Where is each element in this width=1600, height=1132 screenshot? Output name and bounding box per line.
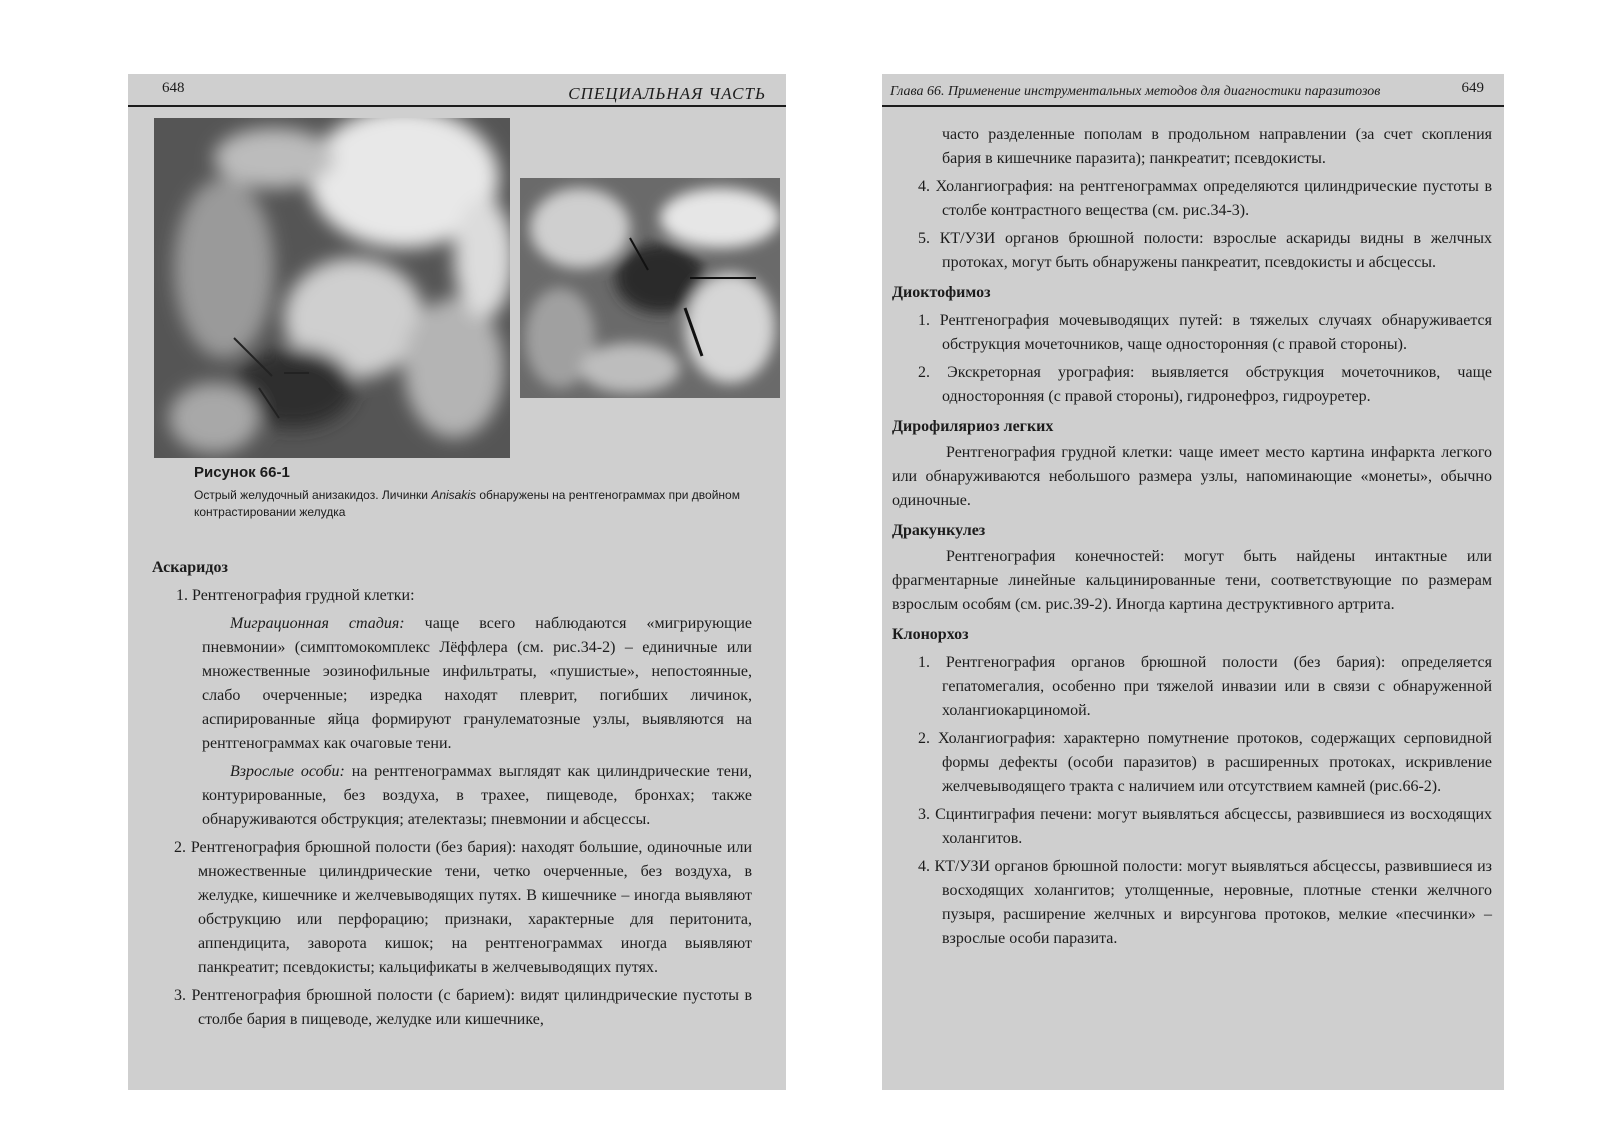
italic-label: Взрослые особи: [230,763,345,780]
list-item: 1. Рентгенография грудной клетки: [176,587,415,604]
figure-label: Рисунок 66-1 [194,464,290,481]
list-item: 1. Рентгенография мочевыводящих путей: в тяжелых случаях обнаруживается обструкция мочеточников, чаще односторонняя (с правой стороны). [918,312,1492,353]
heading-dracunculiasis: Дракункулез [892,522,986,539]
right-page-number: 649 [1461,80,1484,96]
list-item: 1. Рентгенография органов брюшной полости (без бария): определяется гепатомегалия, особенно при тяжелой инвазии или в связи с обнаруженной холангиокарциномой. [918,654,1492,719]
paragraph-migration [152,612,752,756]
right-body-text [892,119,1492,955]
left-page-number: 648 [162,80,185,96]
list-item: 2. Экскреторная урография: выявляется обструкция мочеточников, чаще односторонняя (с правой стороны), гидронефроз, гидроуретер. [918,364,1492,405]
list-item: 2. Холангиография: характерно помутнение протоков, содержащих серповидной формы дефекты (особи паразитов) в расширенных протоках, искривление желчевыводящего тракта с наличием или отсутствием камней (рис.66-2). [918,730,1492,795]
list-item: 3. Рентгенография брюшной полости (с барием): видят цилиндрические пустоты в столбе бария в пищеводе, желудке или кишечнике, [174,987,752,1028]
heading-dioctophymosis: Диоктофимоз [892,284,991,301]
right-running-title: Глава 66. Применение инструментальных методов для диагностики паразитозов [890,84,1381,99]
right-header-rule [882,105,1504,107]
paragraph-adults [152,760,752,832]
left-body-text [152,550,752,1036]
xray-image-detail [520,178,780,398]
paragraph-text: на рентгенограммах выглядят как цилиндрические тени, контурированные, без воздуха, в трахее, пищеводе, бронхах; также обнаруживаются обструкция; ателектазы; пневмонии и абсцессы. [202,763,753,828]
caption-italic: Anisakis [431,488,477,502]
left-running-head [128,74,786,104]
heading-ascaridosis: Аскаридоз [152,559,228,576]
paragraph-text: чаще всего наблюдаются «мигрирующие пневмонии» (симптомокомплекс Лёффлера (см. рис.34-2) – единичные или множественные эозинофильные инфильтраты, «пушистые», непостоянные, слабо очерченные; изредка находят плеврит, погибших личинок, аспирированные яйца формируют гранулематозные узлы, выявляются на рентгенограммах как очаговые тени. [202,615,753,752]
caption-part: Острый желудочный анизакидоз. Личинки [194,488,432,502]
heading-clonorchiasis: Клонорхоз [892,626,969,643]
continuation-text: часто разделенные пополам в продольном направлении (за счет скопления бария в кишечнике паразита); панкреатит; псевдокисты. [942,126,1492,167]
list-item: 5. КТ/УЗИ органов брюшной полости: взрослые аскариды видны в желчных протоках, могут быть обнаружены панкреатит, псевдокисты и абсцессы. [918,230,1492,271]
right-running-head [882,74,1504,104]
left-running-title: СПЕЦИАЛЬНАЯ ЧАСТЬ [568,84,766,103]
italic-label: Миграционная стадия: [230,615,405,632]
right-page [882,74,1504,1090]
list-item: 4. Холангиография: на рентгенограммах определяются цилиндрические пустоты в столбе контрастного вещества (см. рис.34-3). [918,178,1492,219]
figure-caption [194,464,764,521]
list-item: 4. КТ/УЗИ органов брюшной полости: могут выявляться абсцессы, развившиеся из восходящих холангитов; утолщенные, неровные, плотные стенки желчного пузыря, расширение желчных и вирсунгова протоков, мелкие «песчинки» – взрослые особи паразита. [918,858,1492,947]
paragraph: Рентгенография грудной клетки: чаще имеет место картина инфаркта легкого или обнаруживаются небольшого размера узлы, напоминающие «монеты», обычно одиночные. [892,444,1492,509]
list-item: 2. Рентгенография брюшной полости (без бария): находят большие, одиночные или множественные цилиндрические тени, четко очерченные, без воздуха, в желудке, кишечнике и желчевыводящих путях. В кишечнике – иногда выявляют обструкцию или перфорацию; признаки, характерные для перитонита, аппендицита, заворота кишок; на рентгенограммах иногда выявляют панкреатит; псевдокисты; кальцификаты в желчевыводящих путях. [174,839,752,976]
page-gutter [798,4,884,1132]
caption-part: обнаружены на рентгенограммах при двойном контрастировании желудка [194,488,740,519]
figure-caption-text [194,487,764,521]
heading-dirofilariasis: Дирофиляриоз легких [892,418,1054,435]
paragraph: Рентгенография конечностей: могут быть найдены интактные или фрагментарные линейные кальцинированные тени, соответствующие по размерам взрослым особям (см. рис.39-2). Иногда картина деструктивного артрита. [892,548,1492,613]
left-page [128,74,786,1090]
list-item: 3. Сцинтиграфия печени: могут выявляться абсцессы, развившиеся из восходящих холангитов. [918,806,1492,847]
xray-image-stomach [154,118,510,458]
left-header-rule [128,105,786,107]
